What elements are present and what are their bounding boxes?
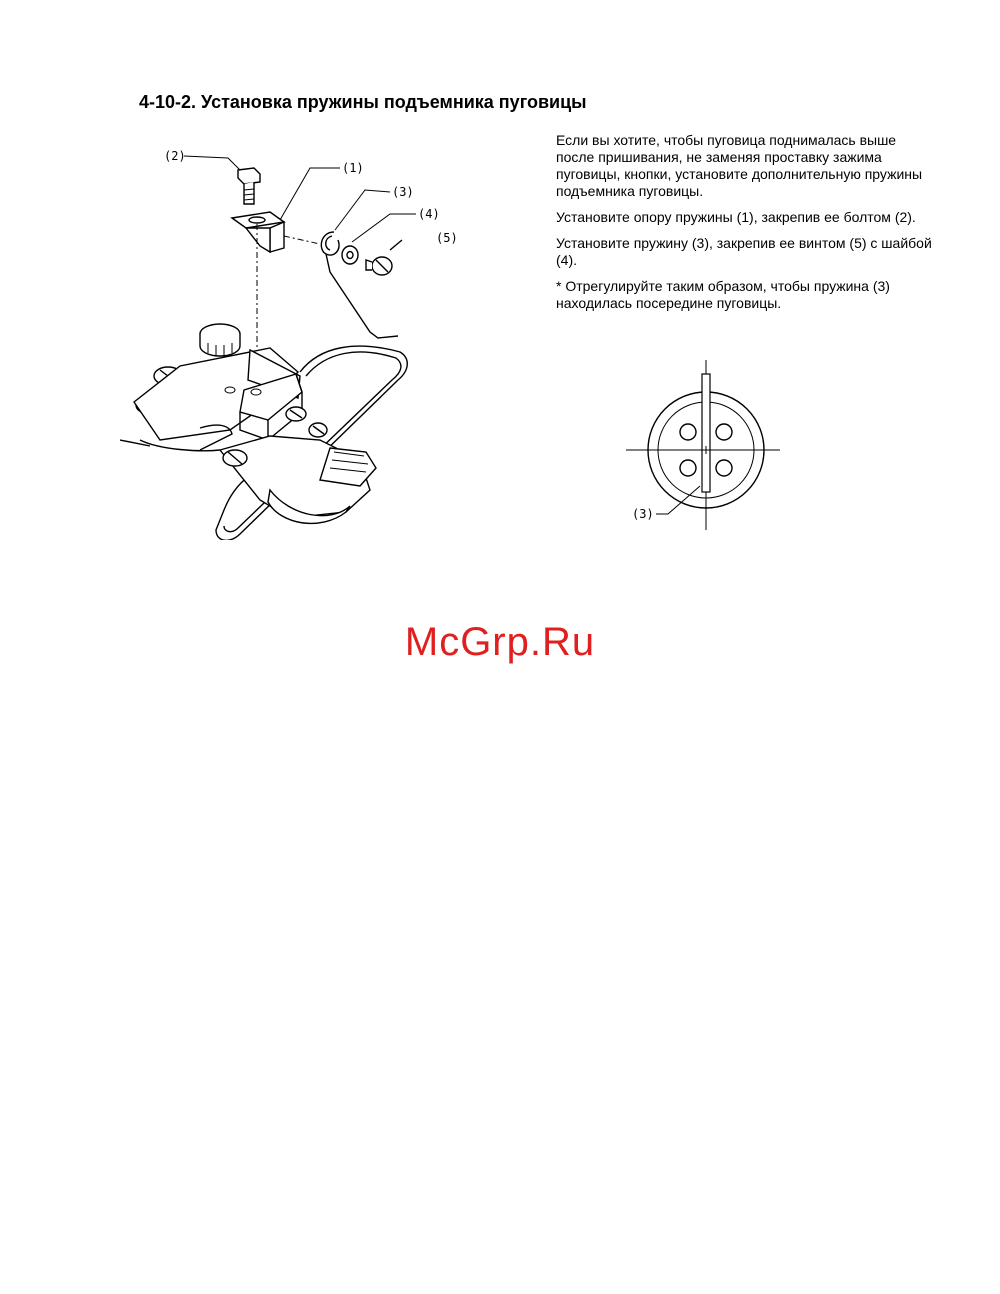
label-screw-5: (5)	[436, 231, 458, 245]
paragraph-intro: Если вы хотите, чтобы пуговица поднималась выше после пришивания, не заменяя проставку зажима пуговицы, кнопки, установите дополнительную пружины подъемника пуговицы.	[556, 132, 923, 199]
screw-part	[366, 240, 402, 275]
watermark: McGrp.Ru	[404, 620, 596, 664]
washer-part	[342, 246, 358, 264]
button-clamp-assembly	[120, 324, 407, 540]
label-bolt-2: (2)	[164, 149, 186, 163]
page-title: 4-10-2. Установка пружины подъемника пуговицы	[139, 92, 587, 112]
paragraph-step-support: Установите опору пружины (1), закрепив ее болтом (2).	[556, 209, 916, 225]
label-spring-3: (3)	[632, 507, 654, 521]
button-centering-diagram	[620, 360, 790, 535]
spring-support-part	[232, 212, 284, 252]
spring-installation-diagram	[120, 140, 520, 540]
button-hole	[680, 460, 696, 476]
paragraph-step-spring: Установите пружину (3), закрепив ее винтом (5) с шайбой (4).	[556, 235, 932, 268]
paragraph-adjust-note: * Отрегулируйте таким образом, чтобы пружина (3) находилась посередине пуговицы.	[556, 278, 890, 311]
instructions-text	[556, 132, 936, 321]
button-hole	[716, 460, 732, 476]
button-hole	[680, 424, 696, 440]
button-hole	[716, 424, 732, 440]
label-washer-4: (4)	[418, 207, 440, 221]
label-support-1: (1)	[342, 161, 364, 175]
spring-part	[321, 232, 398, 338]
label-spring-3: (3)	[392, 185, 414, 199]
spring-strip	[702, 374, 710, 492]
bolt-part	[238, 168, 260, 204]
